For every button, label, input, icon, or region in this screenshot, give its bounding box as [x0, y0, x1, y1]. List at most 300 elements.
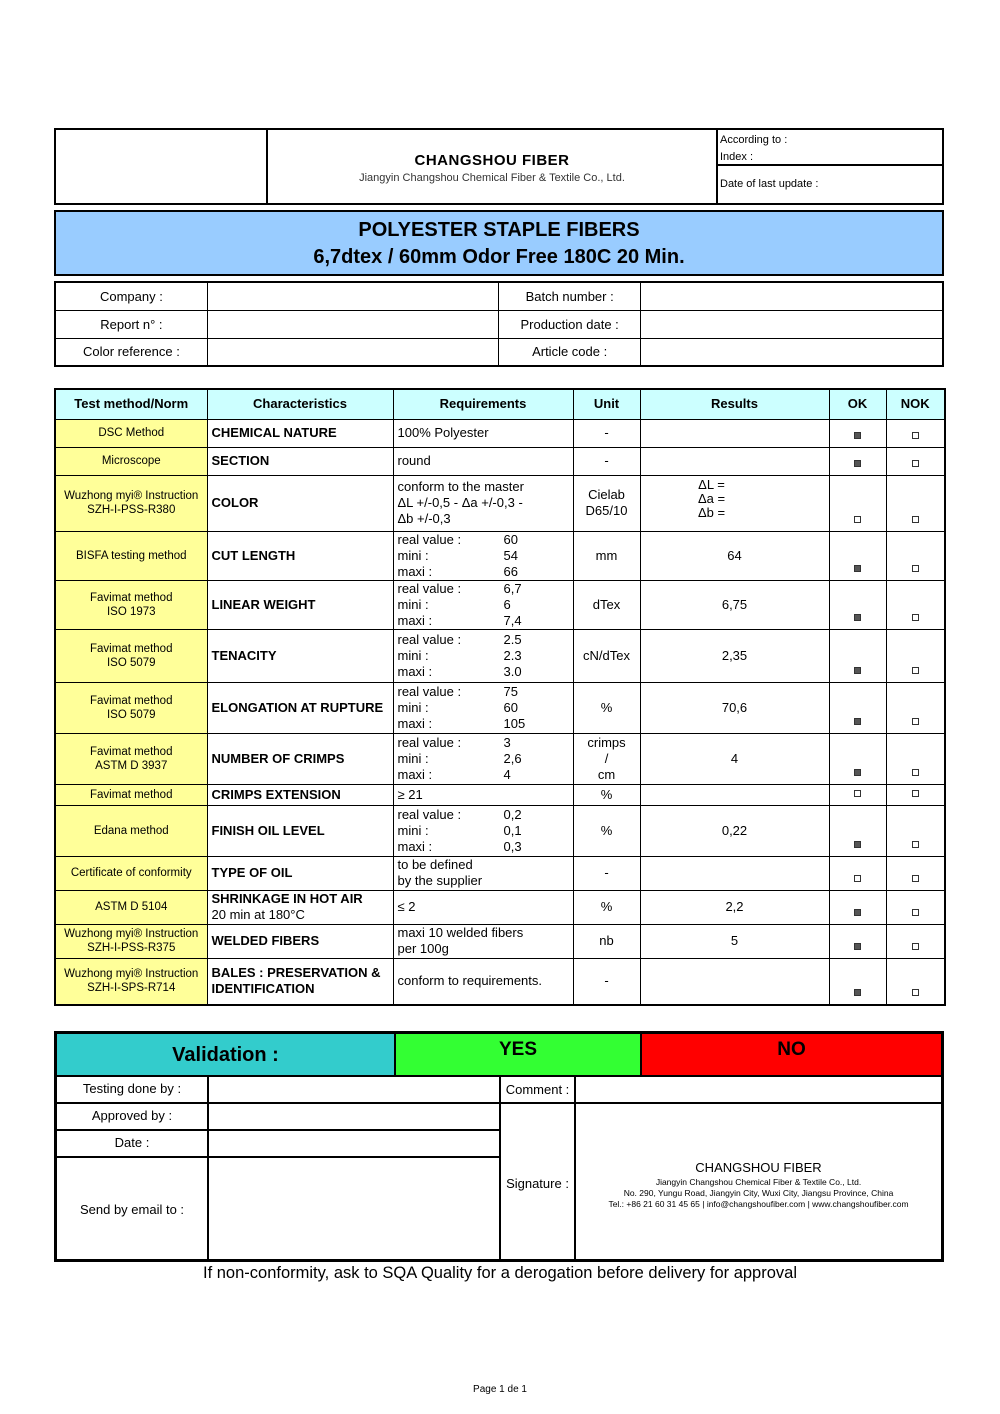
- ok-cell[interactable]: [829, 531, 886, 580]
- column-header: Unit: [573, 389, 640, 419]
- article-code-field[interactable]: [640, 338, 943, 366]
- ok-cell[interactable]: [829, 447, 886, 475]
- production-date-label: Production date :: [499, 310, 640, 338]
- characteristic-line: COLOR: [211, 495, 259, 510]
- test-method-cell: [55, 475, 207, 531]
- result-cell[interactable]: [640, 733, 829, 784]
- requirement-cell: [393, 784, 573, 805]
- info-table: [54, 281, 944, 367]
- test-method-line: BISFA testing method: [75, 549, 187, 562]
- result-line: Δa =: [697, 490, 726, 506]
- requirement-grid: [398, 684, 569, 732]
- date-label: [56, 1130, 208, 1157]
- unit-line: -: [604, 425, 609, 440]
- nok-cell[interactable]: [886, 890, 945, 924]
- result-line: 2,35: [721, 647, 748, 663]
- requirement-line: Δb +/-0,3: [397, 511, 451, 526]
- company-block: [268, 130, 716, 203]
- ok-checkbox-icon[interactable]: [854, 667, 861, 674]
- unit-cell: [573, 580, 640, 629]
- requirement-line: by the supplier: [397, 873, 483, 888]
- requirement-label: maxi :: [397, 715, 433, 731]
- ok-checkbox-icon[interactable]: [854, 875, 861, 882]
- document-header: [54, 128, 944, 205]
- nok-cell[interactable]: [886, 856, 945, 890]
- requirement-label: real value :: [397, 580, 462, 596]
- requirement-value: 6: [503, 596, 511, 612]
- requirement-line: to be defined: [397, 857, 473, 872]
- characteristic-line: WELDED FIBERS: [211, 933, 320, 948]
- result-cell[interactable]: [640, 531, 829, 580]
- requirement-label: maxi :: [397, 612, 433, 628]
- table-row: [55, 580, 945, 629]
- characteristic-line: IDENTIFICATION: [211, 981, 315, 997]
- table-row: [55, 784, 945, 805]
- nok-checkbox-icon[interactable]: [912, 432, 919, 439]
- test-method-line: SZH-I-PSS-R380: [87, 504, 176, 516]
- result-line: 2,2: [725, 899, 744, 914]
- requirement-value: 60: [503, 699, 518, 715]
- comment-field[interactable]: [575, 1076, 942, 1103]
- characteristic-cell: [207, 419, 393, 447]
- characteristic-cell: [207, 924, 393, 958]
- ok-checkbox-icon[interactable]: [854, 989, 861, 996]
- ok-cell[interactable]: [829, 419, 886, 447]
- test-method-cell: [55, 447, 207, 475]
- test-method-line: Favimat method: [90, 788, 173, 801]
- product-title-line1: POLYESTER STAPLE FIBERS: [358, 219, 640, 241]
- test-method-line: Wuzhong myi® Instruction: [64, 968, 199, 981]
- result-cell[interactable]: [640, 580, 829, 629]
- product-title-banner: [54, 210, 944, 276]
- nok-checkbox-icon[interactable]: [912, 909, 919, 916]
- test-method-line: ISO 1973: [106, 605, 156, 618]
- test-method-cell: [55, 890, 207, 924]
- unit-line: %: [600, 786, 613, 802]
- column-header: NOK: [886, 389, 945, 419]
- requirement-label: mini :: [397, 547, 429, 563]
- last-update-label: Date of last update :: [720, 178, 819, 190]
- test-method-line: ISO 5079: [106, 656, 156, 669]
- result-cell[interactable]: [640, 682, 829, 733]
- requirement-line: per 100g: [397, 941, 449, 956]
- nok-cell[interactable]: [886, 784, 945, 805]
- batch-number-field[interactable]: [640, 282, 943, 310]
- result-cell[interactable]: [640, 629, 829, 682]
- characteristic-cell: [207, 958, 393, 1005]
- date-text: Date :: [114, 1135, 150, 1150]
- page-number: Page 1 de 1: [473, 1384, 527, 1395]
- requirement-value: 0,1: [503, 822, 522, 838]
- unit-cell: [573, 890, 640, 924]
- result-line: 5: [730, 933, 739, 948]
- ok-checkbox-icon[interactable]: [854, 909, 861, 916]
- validation-section: [54, 1031, 944, 1262]
- requirement-cell: [393, 475, 573, 531]
- requirement-line: 100% Polyester: [397, 425, 489, 440]
- unit-line: -: [604, 865, 609, 880]
- nok-cell[interactable]: [886, 924, 945, 958]
- nok-cell[interactable]: [886, 958, 945, 1005]
- result-line: 64: [727, 547, 742, 563]
- characteristic-line: ELONGATION AT RUPTURE: [211, 699, 384, 715]
- nok-cell[interactable]: [886, 419, 945, 447]
- requirement-label: real value :: [397, 806, 462, 822]
- test-method-line: Edana method: [93, 824, 169, 837]
- unit-cell: [573, 856, 640, 890]
- date-field[interactable]: [208, 1130, 500, 1157]
- ok-checkbox-icon[interactable]: [854, 790, 861, 797]
- report-number-field[interactable]: [207, 310, 499, 338]
- table-row: [55, 629, 945, 682]
- result-cell[interactable]: [640, 958, 829, 1005]
- according-to-label: According to :: [720, 134, 788, 146]
- characteristic-cell: [207, 682, 393, 733]
- nok-checkbox-icon[interactable]: [912, 614, 919, 621]
- company-field[interactable]: [207, 282, 499, 310]
- requirement-value: 7,4: [503, 612, 522, 628]
- test-method-line: Favimat method: [90, 694, 173, 707]
- test-method-cell: [55, 924, 207, 958]
- unit-cell: [573, 784, 640, 805]
- unit-cell: [573, 805, 640, 856]
- test-method-line: Favimat method: [90, 745, 173, 758]
- requirement-value: 75: [503, 683, 518, 699]
- result-cell[interactable]: [640, 419, 829, 447]
- report-number-label: Report n° :: [55, 310, 207, 338]
- result-line: 4: [730, 750, 739, 766]
- characteristic-cell: [207, 856, 393, 890]
- requirement-value: 66: [503, 563, 518, 579]
- ok-cell[interactable]: [829, 784, 886, 805]
- unit-cell: [573, 419, 640, 447]
- ok-cell[interactable]: [829, 856, 886, 890]
- characteristic-cell: [207, 580, 393, 629]
- column-header: OK: [829, 389, 886, 419]
- test-method-cell: [55, 733, 207, 784]
- requirement-label: maxi :: [397, 766, 433, 782]
- color-reference-label: Color reference :: [55, 338, 207, 366]
- ok-cell[interactable]: [829, 924, 886, 958]
- ok-checkbox-icon[interactable]: [854, 516, 861, 523]
- unit-line: %: [600, 899, 613, 914]
- email-field[interactable]: [208, 1157, 500, 1260]
- unit-cell: [573, 958, 640, 1005]
- reference-top: [718, 130, 942, 166]
- characteristic-line: NUMBER OF CRIMPS: [211, 750, 345, 766]
- unit-line: mm: [595, 547, 618, 563]
- ok-cell[interactable]: [829, 629, 886, 682]
- test-method-cell: [55, 629, 207, 682]
- requirement-value: 60: [503, 531, 518, 547]
- column-header: Characteristics: [207, 389, 393, 419]
- column-header: Test method/Norm: [55, 389, 207, 419]
- table-row: [55, 958, 945, 1005]
- requirement-line: conform to requirements.: [397, 973, 543, 989]
- result-cell[interactable]: [640, 856, 829, 890]
- nok-checkbox-icon[interactable]: [912, 565, 919, 572]
- characteristic-line: TENACITY: [211, 647, 277, 663]
- ok-checkbox-icon[interactable]: [854, 769, 861, 776]
- unit-line: cm: [597, 766, 616, 782]
- nok-cell[interactable]: [886, 682, 945, 733]
- nok-cell[interactable]: [886, 733, 945, 784]
- requirement-line: round: [397, 453, 431, 468]
- nok-checkbox-icon[interactable]: [912, 841, 919, 848]
- unit-line: -: [604, 973, 609, 989]
- characteristic-line: TYPE OF OIL: [211, 865, 293, 880]
- email-label-cell: [56, 1157, 208, 1260]
- nok-checkbox-icon[interactable]: [912, 943, 919, 950]
- result-cell[interactable]: [640, 890, 829, 924]
- nok-checkbox-icon[interactable]: [912, 875, 919, 882]
- requirement-value: 54: [503, 547, 518, 563]
- test-method-line: Favimat method: [90, 591, 173, 604]
- unit-line: /: [604, 750, 609, 766]
- ok-checkbox-icon[interactable]: [854, 565, 861, 572]
- nok-checkbox-icon[interactable]: [912, 790, 919, 797]
- requirement-cell: [393, 856, 573, 890]
- nok-checkbox-icon[interactable]: [912, 460, 919, 467]
- ok-cell[interactable]: [829, 733, 886, 784]
- test-method-line: ASTM D 3937: [95, 759, 168, 772]
- nok-cell[interactable]: [886, 531, 945, 580]
- test-method-cell: [55, 682, 207, 733]
- index-label: Index :: [720, 151, 754, 163]
- requirement-value: 3.0: [503, 663, 522, 679]
- requirement-cell: [393, 733, 573, 784]
- nok-checkbox-icon[interactable]: [912, 667, 919, 674]
- table-row: [55, 856, 945, 890]
- test-method-line: SZH-I-PSS-R375: [87, 942, 176, 954]
- test-method-cell: [55, 531, 207, 580]
- characteristic-line: SECTION: [211, 453, 270, 468]
- table-row: [55, 924, 945, 958]
- result-line: 6,75: [721, 596, 748, 612]
- requirement-value: 105: [503, 715, 526, 731]
- product-title-line2: 6,7dtex / 60mm Odor Free 180C 20 Min.: [313, 246, 685, 268]
- result-cell[interactable]: [640, 924, 829, 958]
- unit-cell: [573, 924, 640, 958]
- requirement-label: mini :: [397, 596, 429, 612]
- test-method-line: Certificate of conformity: [70, 867, 192, 879]
- unit-cell: [573, 733, 640, 784]
- test-method-cell: [55, 580, 207, 629]
- characteristic-cell: [207, 629, 393, 682]
- requirement-value: 4: [503, 766, 511, 782]
- unit-cell: [573, 447, 640, 475]
- characteristic-cell: [207, 890, 393, 924]
- nok-cell[interactable]: [886, 629, 945, 682]
- ok-checkbox-icon[interactable]: [854, 460, 861, 467]
- test-method-cell: [55, 805, 207, 856]
- characteristic-line: 20 min at 180°C: [211, 907, 305, 922]
- result-cell[interactable]: [640, 805, 829, 856]
- test-method-line: Wuzhong myi® Instruction: [64, 490, 199, 502]
- requirement-cell: [393, 447, 573, 475]
- requirement-cell: [393, 580, 573, 629]
- result-cell[interactable]: [640, 475, 829, 531]
- ok-cell[interactable]: [829, 580, 886, 629]
- article-code-label: Article code :: [499, 338, 640, 366]
- result-cell[interactable]: [640, 447, 829, 475]
- requirement-value: 2.3: [503, 647, 522, 663]
- characteristic-cell: [207, 805, 393, 856]
- test-method-cell: [55, 784, 207, 805]
- yes-option[interactable]: YES: [395, 1033, 641, 1076]
- unit-line: cN/dTex: [583, 647, 630, 663]
- nok-cell[interactable]: [886, 475, 945, 531]
- requirement-label: mini :: [397, 822, 429, 838]
- result-line: ΔL =: [698, 476, 725, 492]
- testing-done-field[interactable]: [208, 1076, 500, 1103]
- requirement-line: conform to the master: [397, 479, 524, 494]
- requirement-label: maxi :: [397, 838, 433, 854]
- unit-line: Cielab: [588, 487, 625, 502]
- requirement-label: maxi :: [397, 563, 433, 579]
- table-row: [55, 419, 945, 447]
- requirement-label: real value :: [397, 631, 462, 647]
- ok-cell[interactable]: [829, 475, 886, 531]
- ok-cell[interactable]: [829, 682, 886, 733]
- requirement-cell: [393, 682, 573, 733]
- requirement-grid: [398, 581, 569, 629]
- table-row: [55, 531, 945, 580]
- ok-cell[interactable]: [829, 805, 886, 856]
- requirement-line: ≥ 21: [397, 786, 423, 802]
- requirement-line: maxi 10 welded fibers: [397, 925, 524, 940]
- company-name: CHANGSHOU FIBER: [414, 152, 570, 169]
- requirement-cell: [393, 890, 573, 924]
- ok-checkbox-icon[interactable]: [854, 432, 861, 439]
- signature-label-cell: [500, 1103, 575, 1260]
- requirement-label: mini :: [397, 699, 429, 715]
- requirement-cell: [393, 924, 573, 958]
- ok-checkbox-icon[interactable]: [854, 614, 861, 621]
- unit-line: dTex: [592, 596, 621, 612]
- stamp-address-line: No. 290, Yungu Road, Jiangyin City, Wuxi City, Jiangsu Province, China: [623, 1188, 894, 1198]
- test-method-line: Favimat method: [90, 642, 173, 655]
- unit-line: %: [600, 699, 613, 715]
- no-option[interactable]: NO: [641, 1033, 942, 1076]
- ok-checkbox-icon[interactable]: [854, 841, 861, 848]
- table-row: [55, 682, 945, 733]
- column-header: Requirements: [393, 389, 573, 419]
- result-cell[interactable]: [640, 784, 829, 805]
- test-method-cell: [55, 856, 207, 890]
- unit-line: D65/10: [585, 503, 628, 518]
- requirement-value: 2.5: [503, 631, 522, 647]
- unit-cell: [573, 682, 640, 733]
- requirement-line: ≤ 2: [397, 899, 416, 914]
- unit-line: -: [604, 453, 609, 468]
- production-date-field[interactable]: [640, 310, 943, 338]
- characteristic-cell: [207, 531, 393, 580]
- unit-cell: [573, 475, 640, 531]
- result-line: 0,22: [721, 822, 748, 838]
- test-method-line: DSC Method: [98, 427, 165, 439]
- requirement-cell: [393, 629, 573, 682]
- table-row: [55, 890, 945, 924]
- comment-label: Comment :: [500, 1076, 575, 1103]
- characteristic-line: CRIMPS EXTENSION: [211, 786, 341, 802]
- signature-label: Signature :: [506, 1176, 569, 1191]
- nok-checkbox-icon[interactable]: [912, 516, 919, 523]
- requirement-cell: [393, 958, 573, 1005]
- requirement-cell: [393, 419, 573, 447]
- nok-checkbox-icon[interactable]: [912, 718, 919, 725]
- reference-block: [716, 130, 942, 203]
- characteristic-cell: [207, 475, 393, 531]
- requirement-value: 0,3: [503, 838, 522, 854]
- test-method-line: SZH-I-SPS-R714: [87, 982, 176, 995]
- unit-line: crimps: [587, 734, 626, 750]
- unit-line: nb: [599, 933, 614, 948]
- characteristic-cell: [207, 733, 393, 784]
- result-line: Δb =: [697, 504, 726, 520]
- characteristic-line: SHRINKAGE IN HOT AIR: [211, 891, 363, 906]
- ok-cell[interactable]: [829, 958, 886, 1005]
- ok-cell[interactable]: [829, 890, 886, 924]
- table-row: [55, 447, 945, 475]
- requirement-label: mini :: [397, 750, 429, 766]
- stamp-contact-line: Tel.: +86 21 60 31 45 65 | info@changshoufiber.com | www.changshoufiber.com: [608, 1199, 909, 1209]
- nok-checkbox-icon[interactable]: [912, 989, 919, 996]
- characteristic-cell: [207, 784, 393, 805]
- requirement-grid: [398, 632, 569, 680]
- requirement-label: real value :: [397, 734, 462, 750]
- color-reference-field[interactable]: [207, 338, 499, 366]
- nok-cell[interactable]: [886, 805, 945, 856]
- table-row: [55, 475, 945, 531]
- approved-by-field[interactable]: [208, 1103, 500, 1130]
- batch-number-label: Batch number :: [499, 282, 640, 310]
- company-subtitle: Jiangyin Changshou Chemical Fiber & Textile Co., Ltd.: [359, 172, 625, 184]
- ok-checkbox-icon[interactable]: [854, 943, 861, 950]
- unit-cell: [573, 629, 640, 682]
- characteristic-line: FINISH OIL LEVEL: [211, 822, 325, 838]
- requirement-cell: [393, 531, 573, 580]
- column-header: Results: [640, 389, 829, 419]
- ok-checkbox-icon[interactable]: [854, 718, 861, 725]
- test-method-line: Microscope: [101, 455, 161, 467]
- approved-by-label: [56, 1103, 208, 1130]
- table-row: [55, 805, 945, 856]
- requirement-label: maxi :: [397, 663, 433, 679]
- nok-checkbox-icon[interactable]: [912, 769, 919, 776]
- signature-field[interactable]: [575, 1103, 942, 1260]
- testing-done-label: Testing done by :: [56, 1076, 208, 1103]
- logo-area: [56, 130, 268, 203]
- company-label: Company :: [55, 282, 207, 310]
- nok-cell[interactable]: [886, 447, 945, 475]
- result-line: 70,6: [721, 699, 748, 715]
- test-method-line: Wuzhong myi® Instruction: [64, 928, 199, 940]
- approved-by-text: Approved by :: [91, 1108, 173, 1123]
- table-header-row: [55, 389, 945, 419]
- characteristic-cell: [207, 447, 393, 475]
- nok-cell[interactable]: [886, 580, 945, 629]
- requirement-value: 0,2: [503, 806, 522, 822]
- characteristic-line: LINEAR WEIGHT: [211, 596, 316, 612]
- characteristic-line: CHEMICAL NATURE: [211, 425, 337, 440]
- requirement-line: ΔL +/-0,5 - Δa +/-0,3 -: [397, 495, 523, 510]
- test-method-line: ISO 5079: [106, 708, 156, 721]
- requirement-value: 2,6: [503, 750, 522, 766]
- requirement-grid: [398, 735, 569, 783]
- requirement-label: real value :: [397, 531, 462, 547]
- stamp-company-name: CHANGSHOU FIBER: [695, 1160, 822, 1175]
